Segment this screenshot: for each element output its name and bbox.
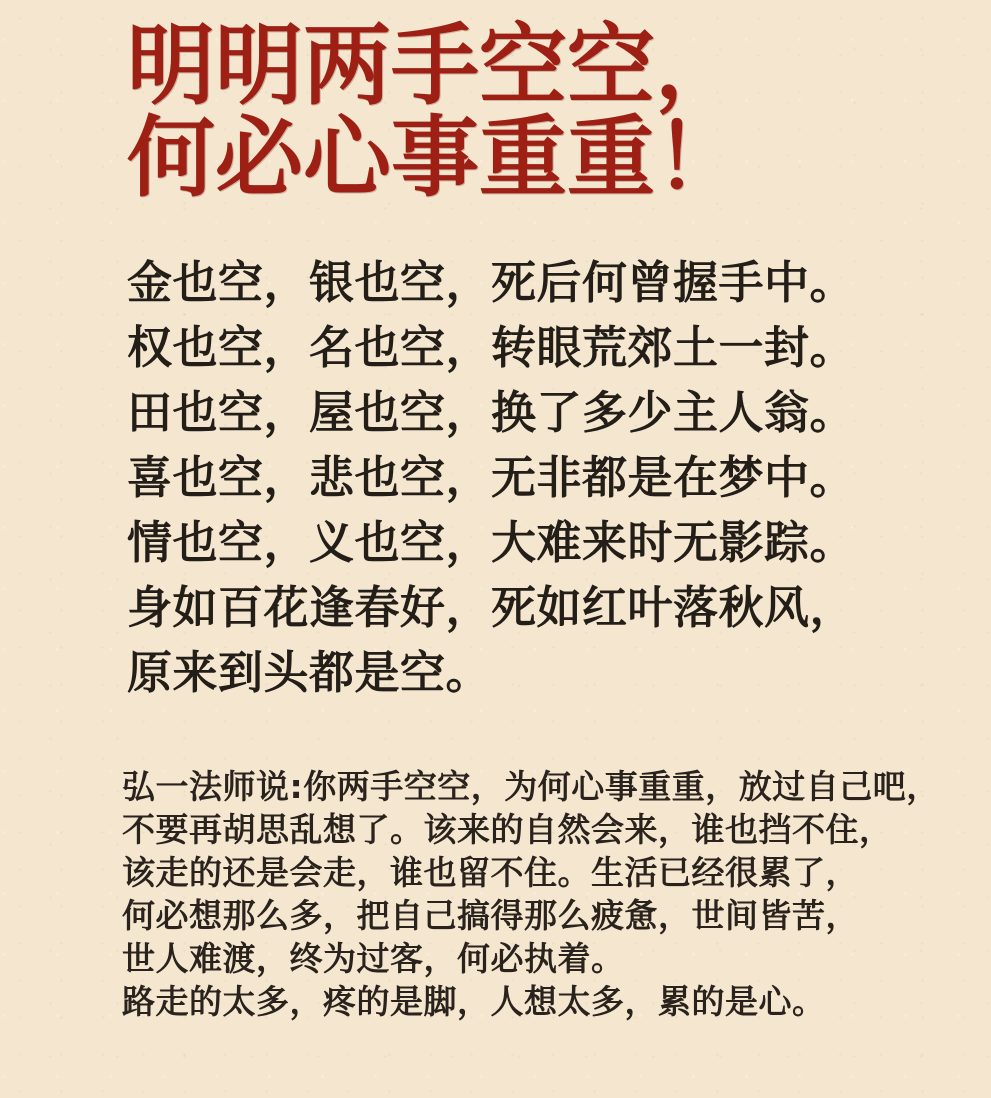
commentary-line: 何必想那么多，把自己搞得那么疲惫，世间皆苦， xyxy=(122,896,859,935)
poem-line: 金也空，银也空，死后何曾握手中。 xyxy=(127,256,856,309)
poem-line: 喜也空，悲也空，无非都是在梦中。 xyxy=(127,451,856,504)
poem-line: 情也空，义也空，大难来时无影踪。 xyxy=(127,516,856,569)
poem-line: 身如百花逢春好，死如红叶落秋风， xyxy=(127,581,856,634)
commentary-block xyxy=(122,765,940,1023)
poster-title-line-2: 何必心事重重！ xyxy=(127,111,744,208)
commentary-line: 该走的还是会走，谁也留不住。生活已经很累了， xyxy=(122,853,859,892)
poster-title-line-1: 明明两手空空， xyxy=(127,19,744,116)
commentary-line: 世人难渡，终为过客，何必执着。 xyxy=(122,939,625,978)
commentary-line: 弘一法师说:你两手空空，为何心事重重，放过自己吧， xyxy=(122,767,940,806)
poem-line: 原来到头都是空。 xyxy=(127,646,492,699)
poster-title xyxy=(127,19,931,208)
commentary-line: 不要再胡思乱想了。该来的自然会来，谁也挡不住， xyxy=(122,810,893,849)
poem-block xyxy=(127,250,931,705)
commentary-line: 路走的太多，疼的是脚，人想太多，累的是心。 xyxy=(122,982,826,1021)
poem-line: 权也空，名也空，转眼荒郊土一封。 xyxy=(127,321,856,374)
poem-line: 田也空，屋也空，换了多少主人翁。 xyxy=(127,386,856,439)
